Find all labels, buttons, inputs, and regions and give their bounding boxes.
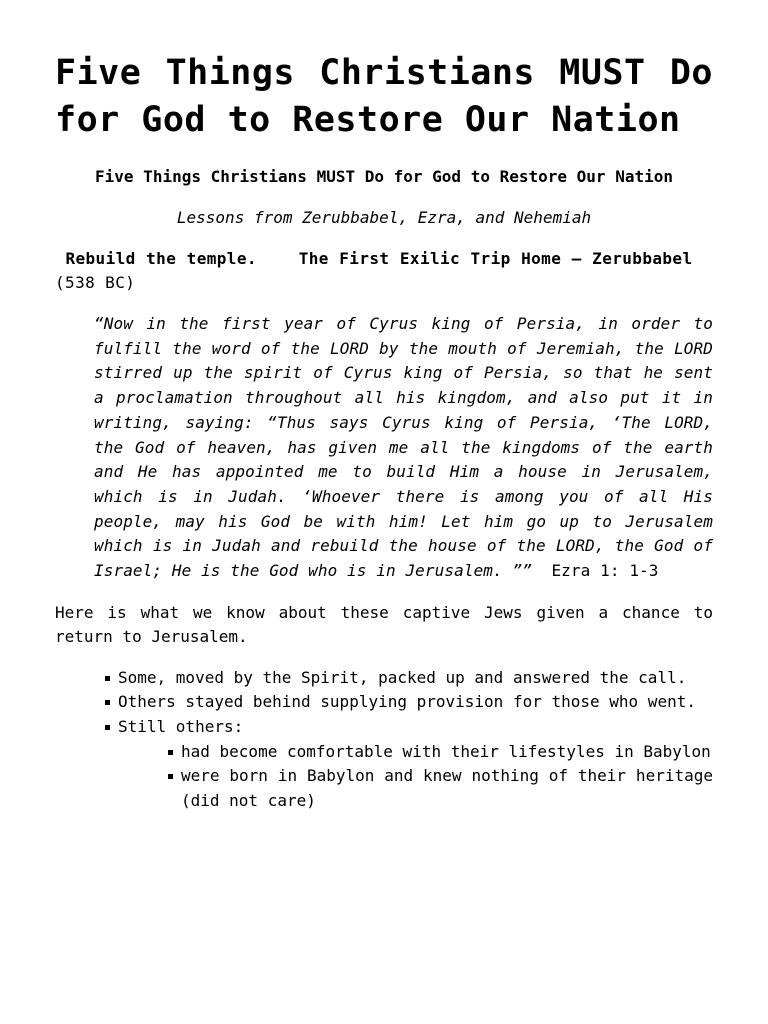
bullet-icon [105,676,110,681]
page-title: Five Things Christians MUST Do for God to Restore Our Nation [55,53,713,140]
list-item [118,715,713,813]
bullet-list [55,666,713,814]
section-heading-date: (538 BC) [55,273,136,292]
section-heading-trip: The First Exilic Trip Home – Zerubbabel [298,249,693,268]
nested-list-item [181,740,713,765]
scripture-quote-text: “Now in the first year of Cyrus king of Persia, in order to fulfill the word of the LORD by the mouth of Jeremiah, the LORD stirred up the spirit of Cyrus king of Persia, so that he sent a proclamation throughout all his kingdom, and also put it in writing, saying: “Thus says Cyrus king of Persia, ‘The LORD, the God of heaven, has given me all the kingdoms of the earth and He has appointed me to build Him a house in Jerusalem, which is in Judah. ‘Whoever there is among you of all His people, may his God be with him! Let him go up to Jerusalem which is in Judah and rebuild the house of the LORD, the God of Israel; He is the God who is in Jerusalem. ”” [94,314,713,581]
scripture-reference: Ezra 1: 1-3 [551,561,659,581]
nested-bullet-list [118,740,713,814]
lessons-subheading: Lessons from Zerubbabel, Ezra, and Nehemiah [176,208,592,227]
bullet-icon [168,774,173,779]
list-item-text: Some, moved by the Spirit, packed up and answered the call. [118,667,687,687]
list-item [118,690,713,715]
nested-list-item [181,764,713,813]
subtitle: Five Things Christians MUST Do for God to Restore Our Nation [95,167,673,186]
section-heading-task: Rebuild the temple. [65,249,257,268]
bullet-icon [105,700,110,705]
bullet-icon [105,725,110,730]
scripture-quote [94,312,713,584]
nested-list-item-text: had become comfortable with their lifestyles in Babylon [181,741,711,761]
intro-paragraph: Here is what we know about these captive Jews given a chance to return to Jerusalem. [55,602,713,646]
list-item-text: Others stayed behind supplying provision for those who went. [118,692,696,712]
list-item-text: Still others: [118,716,244,736]
document-page [55,50,713,813]
nested-list-item-text: were born in Babylon and knew nothing of their heritage (did not care) [181,766,713,810]
bullet-icon [168,750,173,755]
list-item [118,666,713,691]
section-heading [55,247,713,295]
